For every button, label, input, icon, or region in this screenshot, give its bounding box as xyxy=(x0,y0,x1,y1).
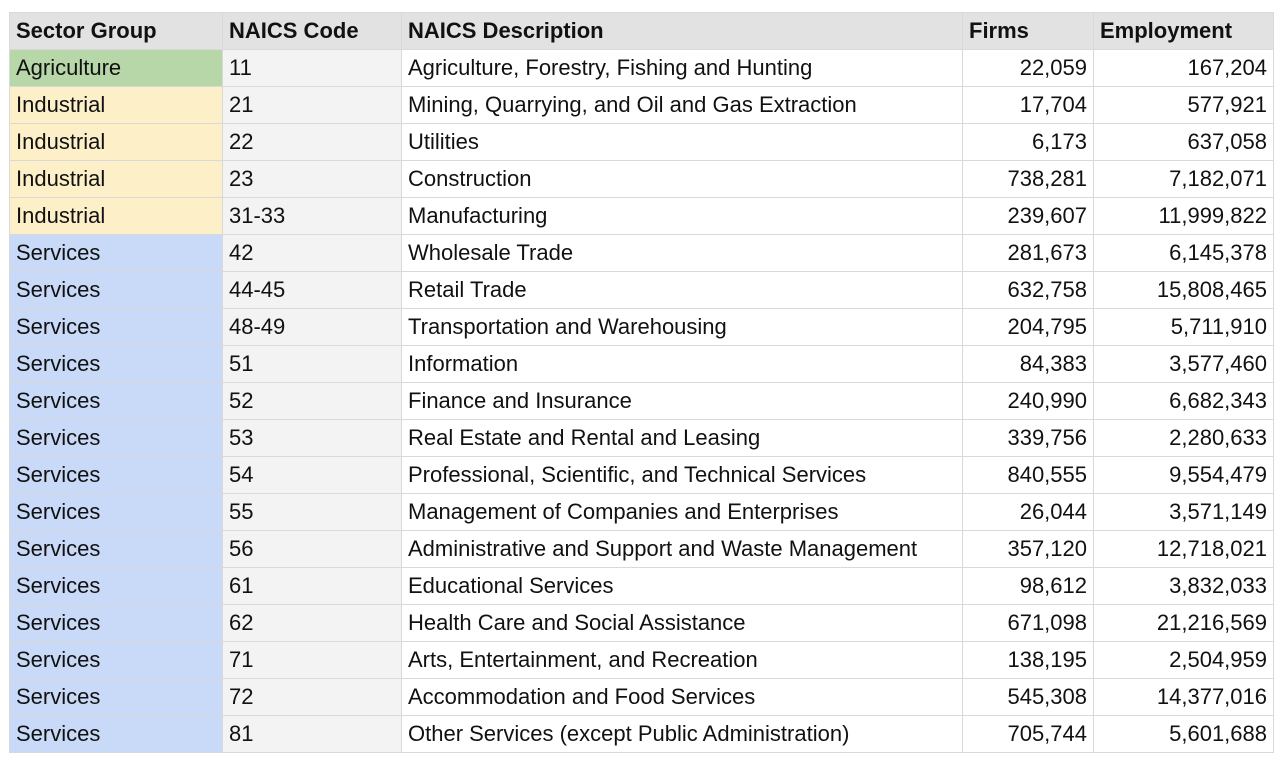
firms-cell[interactable]: 671,098 xyxy=(963,605,1094,642)
firms-cell[interactable]: 204,795 xyxy=(963,309,1094,346)
sector-group-cell[interactable]: Services xyxy=(10,457,223,494)
naics-code-cell[interactable]: 55 xyxy=(223,494,402,531)
employment-cell[interactable]: 2,504,959 xyxy=(1094,642,1274,679)
sector-group-cell[interactable]: Agriculture xyxy=(10,50,223,87)
naics-code-cell[interactable]: 52 xyxy=(223,383,402,420)
naics-code-cell[interactable]: 71 xyxy=(223,642,402,679)
firms-cell[interactable]: 840,555 xyxy=(963,457,1094,494)
naics-description-cell[interactable]: Construction xyxy=(402,161,963,198)
sector-group-cell[interactable]: Services xyxy=(10,272,223,309)
table-row xyxy=(10,87,1274,124)
firms-cell[interactable]: 84,383 xyxy=(963,346,1094,383)
employment-cell[interactable]: 167,204 xyxy=(1094,50,1274,87)
employment-cell[interactable]: 3,571,149 xyxy=(1094,494,1274,531)
sector-group-cell[interactable]: Services xyxy=(10,383,223,420)
header-sector-group[interactable]: Sector Group xyxy=(10,13,223,50)
table-row xyxy=(10,198,1274,235)
naics-description-cell[interactable]: Information xyxy=(402,346,963,383)
naics-sector-table xyxy=(9,12,1274,753)
naics-description-cell[interactable]: Other Services (except Public Administration) xyxy=(402,716,963,753)
employment-cell[interactable]: 14,377,016 xyxy=(1094,679,1274,716)
firms-cell[interactable]: 138,195 xyxy=(963,642,1094,679)
firms-cell[interactable]: 239,607 xyxy=(963,198,1094,235)
naics-description-cell[interactable]: Agriculture, Forestry, Fishing and Hunting xyxy=(402,50,963,87)
naics-description-cell[interactable]: Educational Services xyxy=(402,568,963,605)
employment-cell[interactable]: 15,808,465 xyxy=(1094,272,1274,309)
naics-code-cell[interactable]: 23 xyxy=(223,161,402,198)
sector-group-cell[interactable]: Services xyxy=(10,309,223,346)
naics-code-cell[interactable]: 81 xyxy=(223,716,402,753)
table-row xyxy=(10,346,1274,383)
sector-group-cell[interactable]: Services xyxy=(10,346,223,383)
table-row xyxy=(10,494,1274,531)
employment-cell[interactable]: 5,711,910 xyxy=(1094,309,1274,346)
naics-code-cell[interactable]: 22 xyxy=(223,124,402,161)
sector-group-cell[interactable]: Industrial xyxy=(10,161,223,198)
naics-description-cell[interactable]: Manufacturing xyxy=(402,198,963,235)
table-row xyxy=(10,420,1274,457)
employment-cell[interactable]: 637,058 xyxy=(1094,124,1274,161)
firms-cell[interactable]: 339,756 xyxy=(963,420,1094,457)
firms-cell[interactable]: 240,990 xyxy=(963,383,1094,420)
naics-description-cell[interactable]: Professional, Scientific, and Technical Services xyxy=(402,457,963,494)
table-row xyxy=(10,272,1274,309)
firms-cell[interactable]: 281,673 xyxy=(963,235,1094,272)
employment-cell[interactable]: 5,601,688 xyxy=(1094,716,1274,753)
header-row xyxy=(10,13,1274,50)
table-row xyxy=(10,235,1274,272)
employment-cell[interactable]: 6,145,378 xyxy=(1094,235,1274,272)
sector-group-cell[interactable]: Industrial xyxy=(10,87,223,124)
table-row xyxy=(10,50,1274,87)
naics-code-cell[interactable]: 11 xyxy=(223,50,402,87)
naics-description-cell[interactable]: Wholesale Trade xyxy=(402,235,963,272)
table-row xyxy=(10,679,1274,716)
header-firms[interactable]: Firms xyxy=(963,13,1094,50)
firms-cell[interactable]: 6,173 xyxy=(963,124,1094,161)
naics-description-cell[interactable]: Finance and Insurance xyxy=(402,383,963,420)
sector-group-cell[interactable]: Services xyxy=(10,716,223,753)
firms-cell[interactable]: 545,308 xyxy=(963,679,1094,716)
employment-cell[interactable]: 3,577,460 xyxy=(1094,346,1274,383)
naics-description-cell[interactable]: Real Estate and Rental and Leasing xyxy=(402,420,963,457)
naics-code-cell[interactable]: 61 xyxy=(223,568,402,605)
employment-cell[interactable]: 3,832,033 xyxy=(1094,568,1274,605)
employment-cell[interactable]: 2,280,633 xyxy=(1094,420,1274,457)
naics-description-cell[interactable]: Mining, Quarrying, and Oil and Gas Extraction xyxy=(402,87,963,124)
sector-group-cell[interactable]: Services xyxy=(10,235,223,272)
naics-code-cell[interactable]: 31-33 xyxy=(223,198,402,235)
sector-group-cell[interactable]: Services xyxy=(10,605,223,642)
employment-cell[interactable]: 9,554,479 xyxy=(1094,457,1274,494)
sector-group-cell[interactable]: Services xyxy=(10,679,223,716)
naics-code-cell[interactable]: 53 xyxy=(223,420,402,457)
naics-description-cell[interactable]: Retail Trade xyxy=(402,272,963,309)
employment-cell[interactable]: 11,999,822 xyxy=(1094,198,1274,235)
header-employment[interactable]: Employment xyxy=(1094,13,1274,50)
sector-group-cell[interactable]: Services xyxy=(10,494,223,531)
firms-cell[interactable]: 632,758 xyxy=(963,272,1094,309)
naics-description-cell[interactable]: Health Care and Social Assistance xyxy=(402,605,963,642)
table-row xyxy=(10,309,1274,346)
sector-group-cell[interactable]: Industrial xyxy=(10,198,223,235)
firms-cell[interactable]: 26,044 xyxy=(963,494,1094,531)
naics-code-cell[interactable]: 54 xyxy=(223,457,402,494)
naics-code-cell[interactable]: 21 xyxy=(223,87,402,124)
sector-group-cell[interactable]: Industrial xyxy=(10,124,223,161)
table-row xyxy=(10,457,1274,494)
table-row xyxy=(10,531,1274,568)
naics-description-cell[interactable]: Management of Companies and Enterprises xyxy=(402,494,963,531)
employment-cell[interactable]: 577,921 xyxy=(1094,87,1274,124)
naics-description-cell[interactable]: Administrative and Support and Waste Management xyxy=(402,531,963,568)
sector-group-cell[interactable]: Services xyxy=(10,642,223,679)
employment-cell[interactable]: 7,182,071 xyxy=(1094,161,1274,198)
naics-code-cell[interactable]: 48-49 xyxy=(223,309,402,346)
header-naics-code[interactable]: NAICS Code xyxy=(223,13,402,50)
naics-code-cell[interactable]: 72 xyxy=(223,679,402,716)
naics-code-cell[interactable]: 42 xyxy=(223,235,402,272)
table-row xyxy=(10,124,1274,161)
firms-cell[interactable]: 705,744 xyxy=(963,716,1094,753)
naics-description-cell[interactable]: Arts, Entertainment, and Recreation xyxy=(402,642,963,679)
employment-cell[interactable]: 12,718,021 xyxy=(1094,531,1274,568)
sector-group-cell[interactable]: Services xyxy=(10,568,223,605)
naics-description-cell[interactable]: Utilities xyxy=(402,124,963,161)
naics-code-cell[interactable]: 44-45 xyxy=(223,272,402,309)
table-row xyxy=(10,568,1274,605)
table-row xyxy=(10,161,1274,198)
naics-code-cell[interactable]: 56 xyxy=(223,531,402,568)
table-body xyxy=(10,50,1274,753)
table-row xyxy=(10,716,1274,753)
naics-code-cell[interactable]: 51 xyxy=(223,346,402,383)
firms-cell[interactable]: 738,281 xyxy=(963,161,1094,198)
naics-code-cell[interactable]: 62 xyxy=(223,605,402,642)
table-row xyxy=(10,383,1274,420)
naics-description-cell[interactable]: Accommodation and Food Services xyxy=(402,679,963,716)
firms-cell[interactable]: 357,120 xyxy=(963,531,1094,568)
table-row xyxy=(10,605,1274,642)
firms-cell[interactable]: 98,612 xyxy=(963,568,1094,605)
header-naics-description[interactable]: NAICS Description xyxy=(402,13,963,50)
sector-group-cell[interactable]: Services xyxy=(10,420,223,457)
sector-group-cell[interactable]: Services xyxy=(10,531,223,568)
firms-cell[interactable]: 17,704 xyxy=(963,87,1094,124)
firms-cell[interactable]: 22,059 xyxy=(963,50,1094,87)
table-row xyxy=(10,642,1274,679)
naics-description-cell[interactable]: Transportation and Warehousing xyxy=(402,309,963,346)
employment-cell[interactable]: 21,216,569 xyxy=(1094,605,1274,642)
employment-cell[interactable]: 6,682,343 xyxy=(1094,383,1274,420)
